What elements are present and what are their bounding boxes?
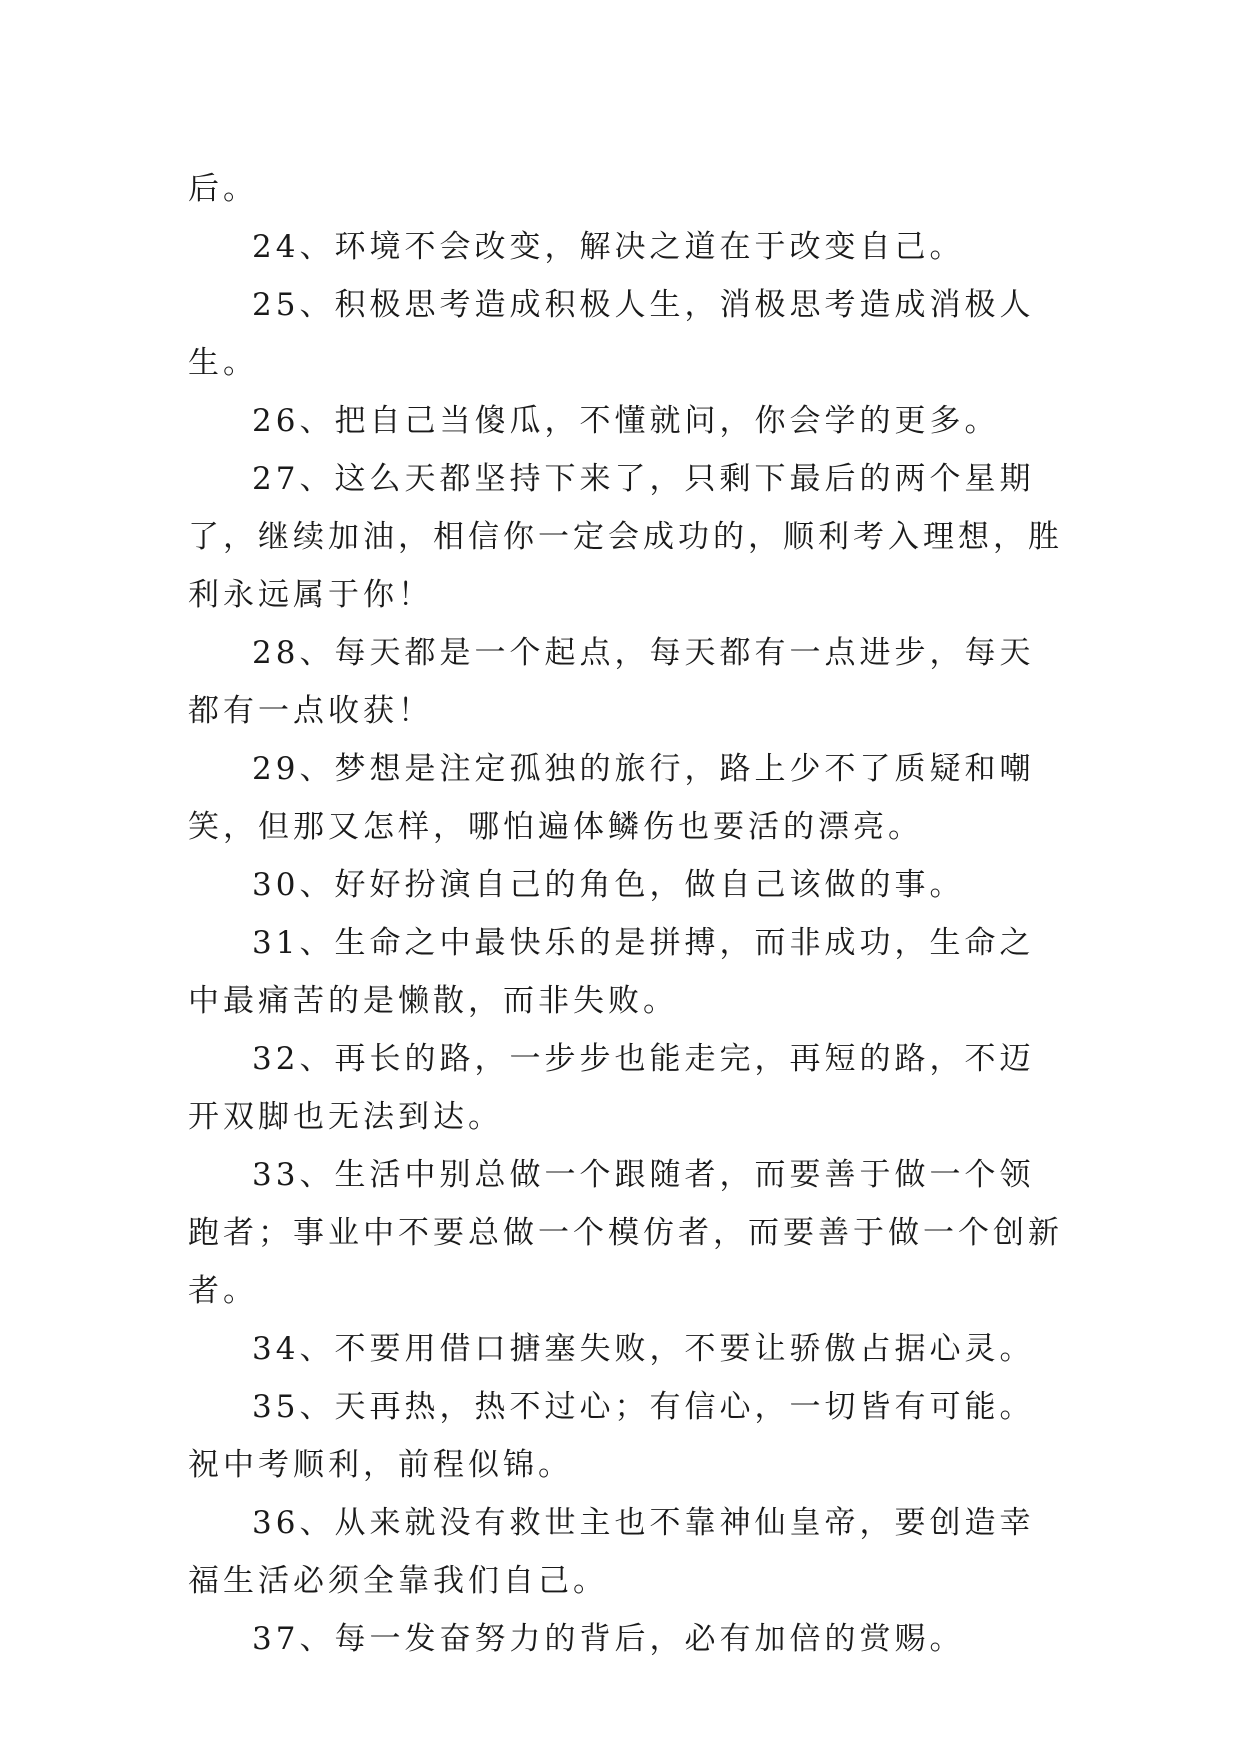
document-page bbox=[188, 160, 1068, 1668]
paragraph-item-26: 26、把自己当傻瓜，不懂就问，你会学的更多。 bbox=[252, 403, 1000, 439]
paragraph-item-29: 29、梦想是注定孤独的旅行，路上少不了质疑和嘲笑，但那又怎样，哪怕遍体鳞伤也要活的漂亮。 bbox=[188, 751, 1035, 845]
paragraph-item-32: 32、再长的路，一步步也能走完，再短的路，不迈开双脚也无法到达。 bbox=[188, 1041, 1035, 1135]
paragraph-item-25: 25、积极思考造成积极人生，消极思考造成消极人生。 bbox=[188, 287, 1035, 381]
paragraph-item-31: 31、生命之中最快乐的是拼搏，而非成功，生命之中最痛苦的是懒散，而非失败。 bbox=[188, 925, 1035, 1019]
paragraph-item-33: 33、生活中别总做一个跟随者，而要善于做一个领跑者；事业中不要总做一个模仿者，而要善于做一个创新者。 bbox=[188, 1157, 1063, 1309]
paragraph-item-34: 34、不要用借口搪塞失败，不要让骄傲占据心灵。 bbox=[252, 1331, 1035, 1367]
paragraph-item-30: 30、好好扮演自己的角色，做自己该做的事。 bbox=[252, 867, 965, 903]
paragraph-item-27: 27、这么天都坚持下来了，只剩下最后的两个星期了，继续加油，相信你一定会成功的，顺利考入理想，胜利永远属于你！ bbox=[188, 461, 1063, 613]
paragraph-item-36: 36、从来就没有救世主也不靠神仙皇帝，要创造幸福生活必须全靠我们自己。 bbox=[188, 1505, 1035, 1599]
paragraph-item-35: 35、天再热，热不过心；有信心，一切皆有可能。祝中考顺利，前程似锦。 bbox=[188, 1389, 1035, 1483]
paragraph-item-24: 24、环境不会改变，解决之道在于改变自己。 bbox=[252, 229, 965, 265]
paragraph-item-37: 37、每一发奋努力的背后，必有加倍的赏赐。 bbox=[252, 1621, 965, 1657]
paragraph-item-28: 28、每天都是一个起点，每天都有一点进步，每天都有一点收获！ bbox=[188, 635, 1035, 729]
paragraph-continuation: 后。 bbox=[188, 171, 258, 207]
